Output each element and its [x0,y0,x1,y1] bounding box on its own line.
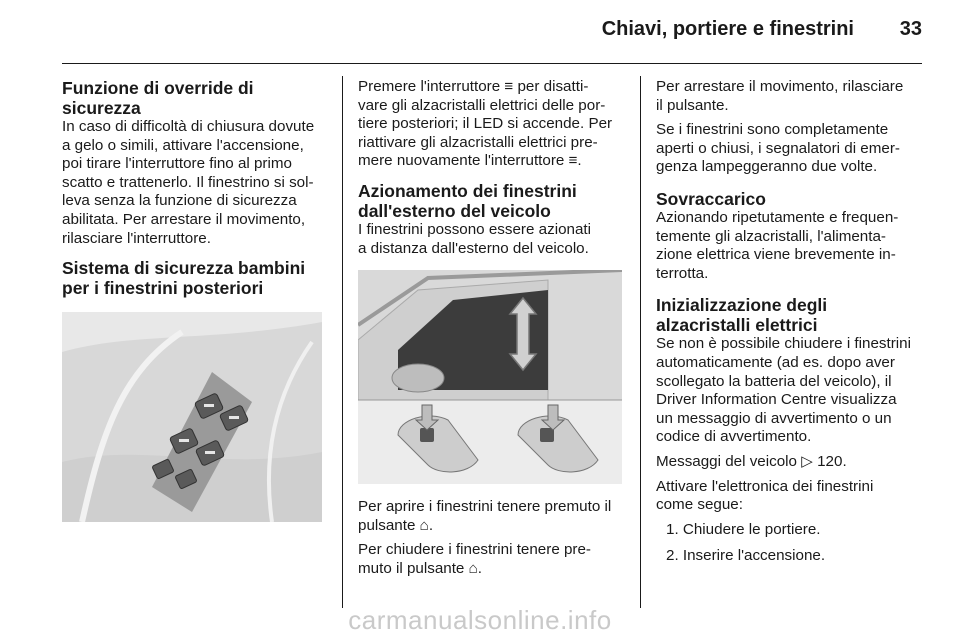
page-header [560,18,922,50]
text-line: genza lampeggeranno due volte. [656,158,878,176]
text-line: scatto e trattenerlo. Il finestrino si sol- [62,173,314,191]
text-line: un messaggio di avvertimento o un [656,409,892,427]
paragraph-activate [656,478,924,515]
heading-line: per i finestrini posteriori [62,278,264,299]
text-line: Per chiudere i finestrini tenere pre- [358,541,591,559]
steps-list [656,521,924,566]
text-line: poi tirare l'interruttore fino al primo [62,155,292,173]
header-rule [62,63,922,64]
text-line: muto il pulsante ⌂. [358,559,482,577]
text-line: tiere posteriori; il LED si accende. Per [358,115,613,133]
text-line: Premere l'interruttore ≡ per disatti- [358,78,589,95]
text-line: In caso di difficoltà di chiusura dovute [62,118,315,135]
heading-remote-operation [358,181,626,221]
text-line: aperti o chiusi, i segnalatori di emer- [656,139,900,157]
text-line: Azionando ripetutamente e frequen- [656,208,899,226]
column-divider-1 [342,76,343,608]
heading-overload: Sovraccarico [656,188,766,209]
paragraph-overload [656,209,924,283]
paragraph-vehicle-messages: Messaggi del veicolo ▷ 120. [656,452,847,470]
text-line: a gelo o simili, attivare l'accensione, [62,136,304,154]
column-3 [656,78,924,574]
heading-override [62,78,328,118]
heading-line: Azionamento dei finestrini [358,180,577,201]
paragraph-lock-switch [358,78,626,171]
heading-line: alzacristalli elettrici [656,315,818,336]
heading-line: Sistema di sicurezza bambini [62,258,306,279]
text-line: mere nuovamente l'interruttore ≡. [358,152,582,170]
text-line: Se non è possibile chiudere i finestrini [656,335,911,353]
text-line: scollegato la batteria del veicolo), il [656,372,892,390]
text-line: vare gli alzacristalli elettrici delle por- [358,96,606,114]
column-1 [62,78,328,522]
text-line: come segue: [656,496,743,514]
text-line: terrotta. [656,264,709,282]
text-line: zione elettrica viene brevemente in- [656,246,896,264]
text-line: I finestrini possono essere azionati [358,220,592,238]
text-line: pulsante ⌂. [358,516,434,534]
paragraph-override [62,118,328,248]
section-title: Chiavi, portiere e finestrini [601,18,854,40]
door-panel-illustration [62,312,322,522]
paragraph-initialization [656,335,924,447]
text-line: a distanza dall'esterno del veicolo. [358,239,589,257]
heading-line: dall'esterno del veicolo [358,200,551,221]
text-line: riattivare gli alzacristalli elettrici pre- [358,133,598,151]
heading-line: sicurezza [62,98,141,118]
car-window-illustration [358,270,622,484]
remote-key-figure [358,270,622,484]
paragraph-close-windows [358,541,626,578]
window-switch-figure [62,312,322,522]
watermark: carmanualsonline.info [348,605,612,635]
text-line: Driver Information Centre visualizza [656,391,897,409]
text-line: Attivare l'elettronica dei finestrini [656,477,874,495]
text-line: Se i finestrini sono completamente [656,121,889,139]
text-line: temente gli alzacristalli, l'alimenta- [656,227,886,245]
heading-initialization [656,295,924,335]
text-line: leva senza la funzione di sicurezza [62,192,297,210]
list-item: 2. Inserire l'accensione. [666,547,826,565]
page-number: 33 [899,18,922,40]
text-line: automaticamente (ad es. dopo aver [656,353,895,371]
text-line: abilitata. Per arrestare il movimento, [62,210,306,228]
column-divider-2 [640,76,641,608]
column-2 [358,78,626,579]
heading-line: Funzione di override di [62,78,254,98]
heading-child-safety [62,258,328,298]
paragraph-remote [358,221,626,258]
list-item: 1. Chiudere le portiere. [666,520,821,538]
text-line: rilasciare l'interruttore. [62,229,211,247]
text-line: Per aprire i finestrini tenere premuto il [358,498,612,516]
paragraph-stop-movement [656,78,924,115]
paragraph-hazard-flash [656,121,924,177]
text-line: il pulsante. [656,96,729,114]
text-line: Per arrestare il movimento, rilasciare [656,78,904,95]
paragraph-open-windows [358,498,626,535]
heading-line: Inizializzazione degli [656,295,828,316]
text-line: codice di avvertimento. [656,428,812,446]
